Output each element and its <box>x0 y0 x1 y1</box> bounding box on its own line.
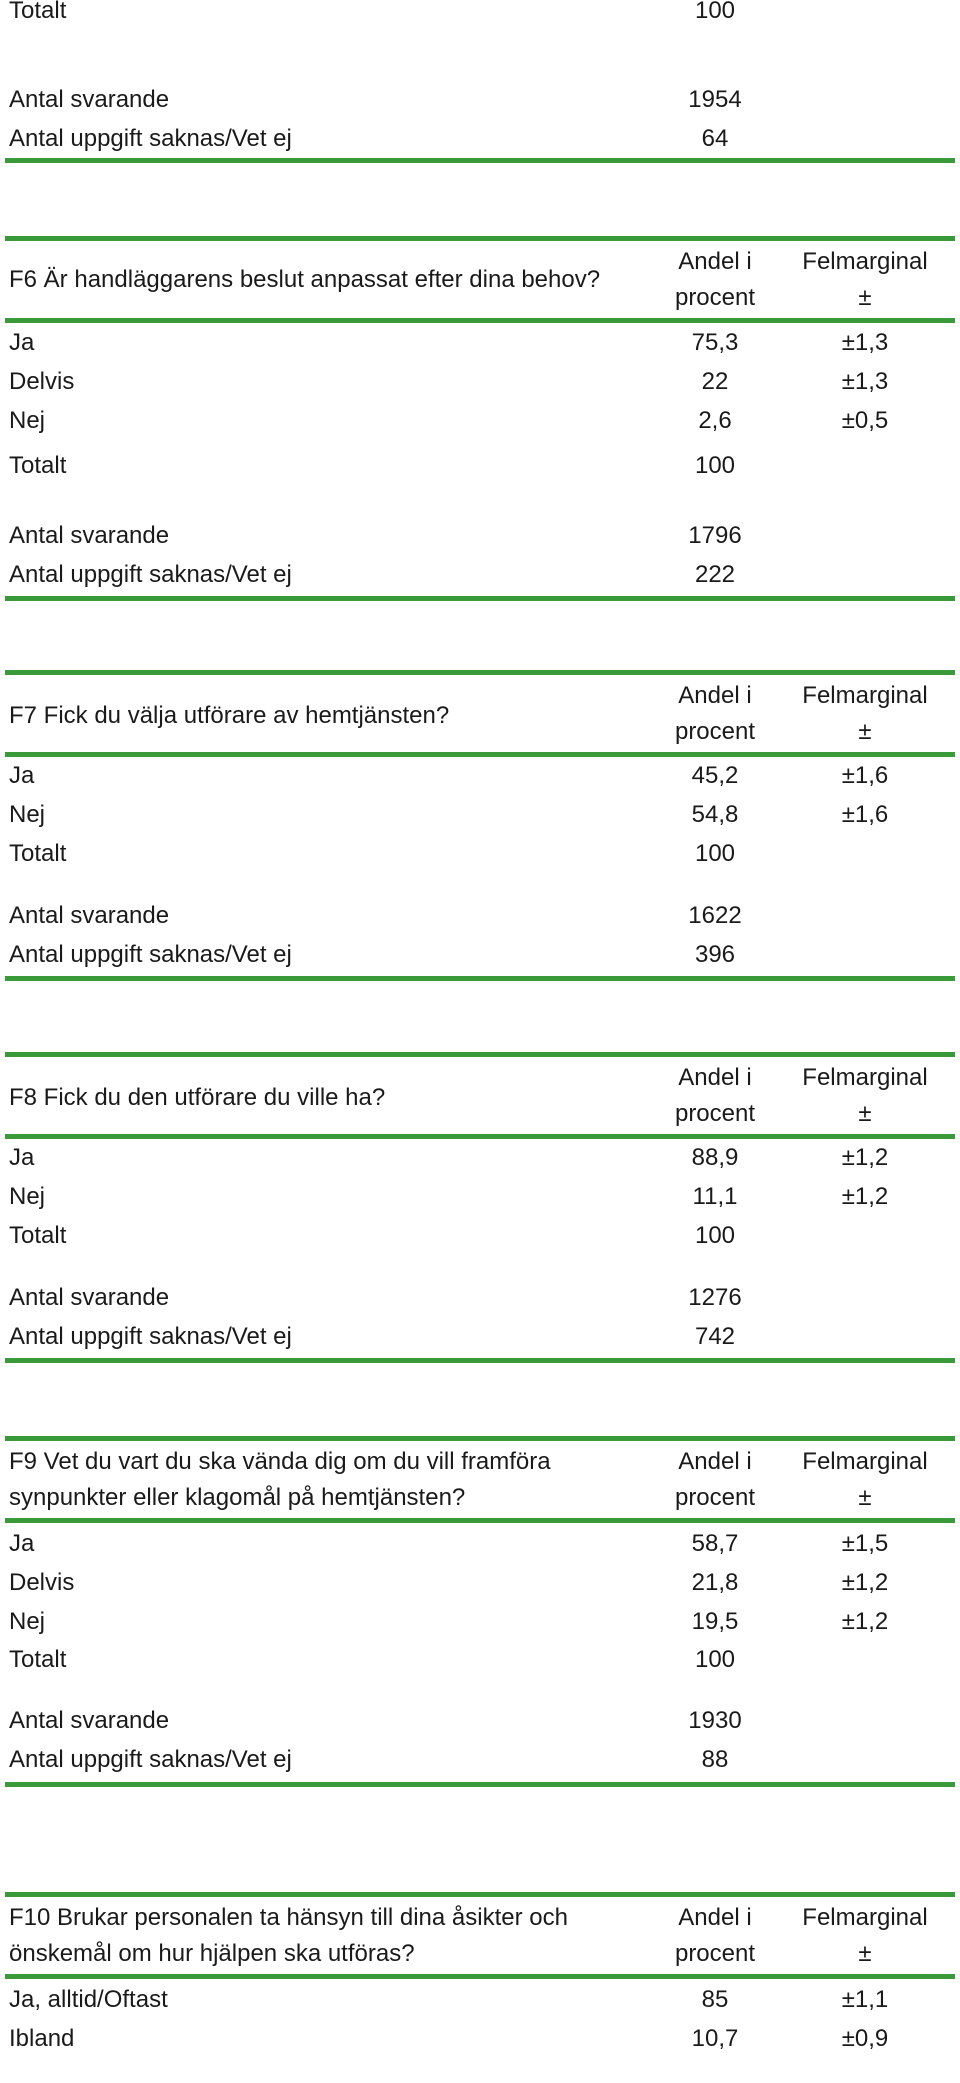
row-value: 58,7 <box>691 1530 739 1557</box>
row-label: Delvis <box>9 1569 75 1596</box>
row-margin: ±1,2 <box>841 1569 889 1596</box>
table-row-antal-saknas <box>0 937 960 973</box>
table-row-antal-saknas <box>0 1319 960 1355</box>
row-value: 222 <box>694 561 736 588</box>
row-value: 54,8 <box>691 801 739 828</box>
row-margin: ±1,3 <box>841 329 889 356</box>
row-value: 100 <box>694 1222 736 1249</box>
table-row-totalt <box>0 448 960 484</box>
table-divider <box>5 1892 955 1897</box>
row-value: 75,3 <box>691 329 739 356</box>
row-margin: ±1,2 <box>841 1183 889 1210</box>
row-label: Totalt <box>9 452 67 479</box>
table-header-f9 <box>0 1444 960 1516</box>
table-divider <box>5 236 955 241</box>
row-label: Ja <box>9 762 35 789</box>
table-row <box>0 758 960 794</box>
question-title: F7 Fick du välja utförare av hemtjänsten? <box>9 702 450 729</box>
column-header-andel: Andel i procent <box>674 1064 756 1127</box>
row-label: Delvis <box>9 368 75 395</box>
table-divider <box>5 1358 955 1363</box>
row-label: Antal uppgift saknas/Vet ej <box>9 941 292 968</box>
row-value: 11,1 <box>692 1183 738 1210</box>
table-row <box>0 1604 960 1640</box>
row-label: Totalt <box>9 1646 67 1673</box>
column-header-andel: Andel i procent <box>674 248 756 311</box>
row-value: 1930 <box>688 1707 742 1734</box>
row-margin: ±1,2 <box>841 1608 889 1635</box>
row-label: Nej <box>9 801 46 828</box>
row-value: 22 <box>701 368 729 395</box>
table-divider <box>5 1052 955 1057</box>
table-row <box>0 2021 960 2057</box>
row-label: Ibland <box>9 2025 75 2052</box>
row-value: 1622 <box>688 902 742 929</box>
row-label: Antal uppgift saknas/Vet ej <box>9 1323 292 1350</box>
table-header-f10 <box>0 1900 960 1972</box>
table-row <box>0 1179 960 1215</box>
column-header-felmarginal: Felmarginal ± <box>802 682 928 745</box>
row-label: Antal svarande <box>9 1707 170 1734</box>
table-row-antal-saknas <box>0 1742 960 1778</box>
row-label: Totalt <box>9 840 67 867</box>
row-value: 100 <box>694 452 736 479</box>
table-row-totalt <box>0 1642 960 1678</box>
row-label: Ja, alltid/Oftast <box>9 1986 168 2013</box>
table-divider <box>5 1974 955 1979</box>
row-value: 45,2 <box>691 762 739 789</box>
row-value: 88,9 <box>691 1144 739 1171</box>
table-divider <box>5 976 955 981</box>
column-header-andel: Andel i procent <box>674 682 756 745</box>
table-row-antal-svarande <box>0 518 960 554</box>
table-row-antal-svarande <box>0 1703 960 1739</box>
row-label: Antal svarande <box>9 1284 170 1311</box>
row-value: 85 <box>701 1986 729 2013</box>
row-value: 21,8 <box>691 1569 739 1596</box>
table-row-totalt <box>0 836 960 872</box>
column-header-andel: Andel i procent <box>674 1448 756 1511</box>
row-value: 1796 <box>688 522 742 549</box>
row-value: 742 <box>694 1323 736 1350</box>
table-row-totalt <box>0 0 960 29</box>
column-header-andel: Andel i procent <box>674 1904 756 1967</box>
row-margin: ±0,9 <box>841 2025 889 2052</box>
row-label: Nej <box>9 1183 46 1210</box>
row-value: 88 <box>701 1746 729 1773</box>
table-divider <box>5 670 955 675</box>
table-divider <box>5 596 955 601</box>
table-divider <box>5 318 955 323</box>
row-label: Ja <box>9 1530 35 1557</box>
column-header-felmarginal: Felmarginal ± <box>802 1904 928 1967</box>
row-label: Antal svarande <box>9 522 170 549</box>
row-margin: ±0,5 <box>841 407 889 434</box>
table-row-totalt <box>0 1218 960 1254</box>
row-label: Antal uppgift saknas/Vet ej <box>9 561 292 588</box>
question-title-line2: synpunkter eller klagomål på hemtjänsten? <box>9 1484 466 1511</box>
question-title: F10 Brukar personalen ta hänsyn till dina åsikter och <box>9 1904 568 1931</box>
table-row <box>0 1982 960 2018</box>
table-row <box>0 1526 960 1562</box>
column-header-felmarginal: Felmarginal ± <box>802 1064 928 1127</box>
table-row-antal-svarande <box>0 1280 960 1316</box>
row-label: Antal svarande <box>9 902 170 929</box>
row-value: 1276 <box>688 1284 742 1311</box>
row-label: Nej <box>9 1608 46 1635</box>
table-row-antal-saknas <box>0 557 960 593</box>
row-value: 10,7 <box>691 2025 739 2052</box>
row-value: 100 <box>694 0 736 24</box>
table-divider <box>5 1518 955 1523</box>
row-margin: ±1,3 <box>841 368 889 395</box>
row-margin: ±1,5 <box>841 1530 889 1557</box>
table-row <box>0 1140 960 1176</box>
row-label: Ja <box>9 329 35 356</box>
row-label: Totalt <box>9 0 67 24</box>
table-divider <box>5 158 955 163</box>
table-row-antal-svarande <box>0 898 960 934</box>
table-divider <box>5 1134 955 1139</box>
table-row <box>0 403 960 439</box>
question-title: F6 Är handläggarens beslut anpassat efter dina behov? <box>9 266 601 293</box>
table-divider <box>5 752 955 757</box>
question-title: F8 Fick du den utförare du ville ha? <box>9 1084 386 1111</box>
column-header-felmarginal: Felmarginal ± <box>802 248 928 311</box>
question-title: F9 Vet du vart du ska vända dig om du vill framföra <box>9 1448 551 1475</box>
row-value: 19,5 <box>691 1608 739 1635</box>
row-margin: ±1,6 <box>841 801 889 828</box>
row-value: 396 <box>694 941 736 968</box>
row-margin: ±1,6 <box>841 762 889 789</box>
table-header-f6 <box>0 244 960 316</box>
table-divider <box>5 1782 955 1787</box>
table-row <box>0 1565 960 1601</box>
row-label: Nej <box>9 407 46 434</box>
row-value: 100 <box>694 840 736 867</box>
row-label: Antal uppgift saknas/Vet ej <box>9 125 292 152</box>
row-margin: ±1,1 <box>841 1986 889 2013</box>
question-title-line2: önskemål om hur hjälpen ska utföras? <box>9 1940 415 1967</box>
row-value: 100 <box>694 1646 736 1673</box>
row-value: 2,6 <box>698 407 732 434</box>
table-header-f8 <box>0 1060 960 1132</box>
table-divider <box>5 1436 955 1441</box>
table-header-f7 <box>0 678 960 750</box>
row-label: Ja <box>9 1144 35 1171</box>
table-row <box>0 797 960 833</box>
table-row <box>0 325 960 361</box>
row-label: Antal uppgift saknas/Vet ej <box>9 1746 292 1773</box>
column-header-felmarginal: Felmarginal ± <box>802 1448 928 1511</box>
row-label: Totalt <box>9 1222 67 1249</box>
table-row-antal-saknas <box>0 121 960 157</box>
row-value: 64 <box>701 125 729 152</box>
row-margin: ±1,2 <box>841 1144 889 1171</box>
row-label: Antal svarande <box>9 86 170 113</box>
table-row-antal-svarande <box>0 82 960 118</box>
row-value: 1954 <box>688 86 742 113</box>
table-row <box>0 364 960 400</box>
